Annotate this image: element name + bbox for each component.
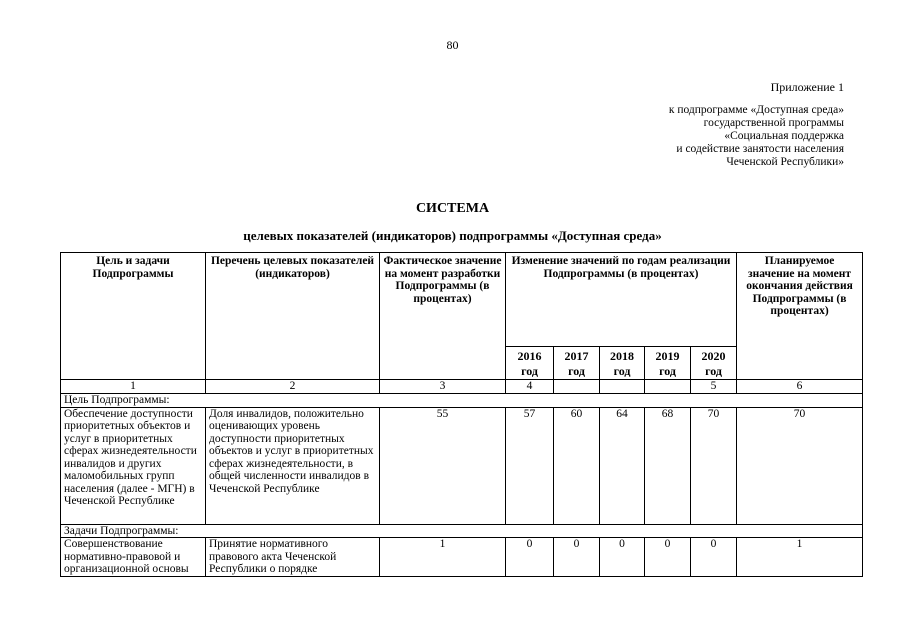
year-value-2018: 64: [600, 407, 645, 524]
year-value-2019: 68: [645, 407, 691, 524]
tasks-section-label: Задачи Подпрограммы:: [61, 524, 863, 538]
year-value-2016: 0: [506, 538, 554, 577]
column-number: 5: [691, 380, 737, 394]
column-number-row: [61, 380, 863, 394]
planned-value: 70: [737, 407, 863, 524]
goal-text: Обеспечение доступности приоритетных объектов и услуг в приоритетных сферах жизнедеятельности инвалидов и других маломобильных групп населения (далее - МГН) в Чеченской Республике: [61, 407, 206, 524]
year-value-2020: 70: [691, 407, 737, 524]
appendix-line: к подпрограмме «Доступная среда»: [668, 104, 844, 116]
column-number: 1: [61, 380, 206, 394]
header-actual: Фактическое значение на момент разработки Подпрограммы (в процентах): [380, 253, 506, 380]
year-header-2017: 2017 год: [554, 347, 600, 380]
header-indicators: Перечень целевых показателей (индикаторов): [206, 253, 380, 380]
appendix-line: Чеченской Республики»: [726, 156, 844, 168]
indicators-table: [60, 252, 863, 577]
year-value-2016: 57: [506, 407, 554, 524]
document-title: СИСТЕМА: [415, 201, 490, 216]
appendix-line: государственной программы: [703, 117, 844, 129]
appendix-title: Приложение 1: [770, 80, 844, 94]
column-number: 4: [506, 380, 554, 394]
header-changes: Изменение значений по годам реализации Подпрограммы (в процентах): [506, 253, 737, 347]
year-value-2017: 60: [554, 407, 600, 524]
tasks-section-row: [61, 524, 863, 538]
appendix-reference: [669, 104, 844, 169]
column-number: [645, 380, 691, 394]
column-number: 6: [737, 380, 863, 394]
page-number: 80: [446, 38, 459, 52]
appendix-line: и содействие занятости населения: [676, 143, 844, 155]
column-number: [600, 380, 645, 394]
actual-value: 1: [380, 538, 506, 577]
column-number: 2: [206, 380, 380, 394]
year-header-2019: 2019 год: [645, 347, 691, 380]
year-header-2020: 2020 год: [691, 347, 737, 380]
goal-section-row: [61, 394, 863, 408]
indicator-text: Доля инвалидов, положительно оценивающих уровень доступности приоритетных объектов и услуг в приоритетных сферах жизнедеятельности, в общей численности инвалидов в Чеченской Республике: [206, 407, 380, 524]
planned-value: 1: [737, 538, 863, 577]
header-goal: Цель и задачи Подпрограммы: [61, 253, 206, 380]
appendix-line: «Социальная поддержка: [724, 130, 844, 142]
task-text: Совершенствование нормативно-правовой и организационной основы: [61, 538, 206, 577]
task-row: [61, 538, 863, 577]
goal-section-label: Цель Подпрограммы:: [61, 394, 863, 408]
actual-value: 55: [380, 407, 506, 524]
column-number: [554, 380, 600, 394]
indicator-text: Принятие нормативного правового акта Чеченской Республики о порядке: [206, 538, 380, 577]
year-header-2016: 2016 год: [506, 347, 554, 380]
year-value-2019: 0: [645, 538, 691, 577]
header-row: [61, 253, 863, 347]
column-number: 3: [380, 380, 506, 394]
year-value-2017: 0: [554, 538, 600, 577]
year-value-2018: 0: [600, 538, 645, 577]
header-planned: Планируемое значение на момент окончания действия Подпрограммы (в процентах): [737, 253, 863, 380]
document-subtitle: целевых показателей (индикаторов) подпрограммы «Доступная среда»: [243, 228, 662, 243]
year-value-2020: 0: [691, 538, 737, 577]
goal-row: [61, 407, 863, 524]
year-header-2018: 2018 год: [600, 347, 645, 380]
